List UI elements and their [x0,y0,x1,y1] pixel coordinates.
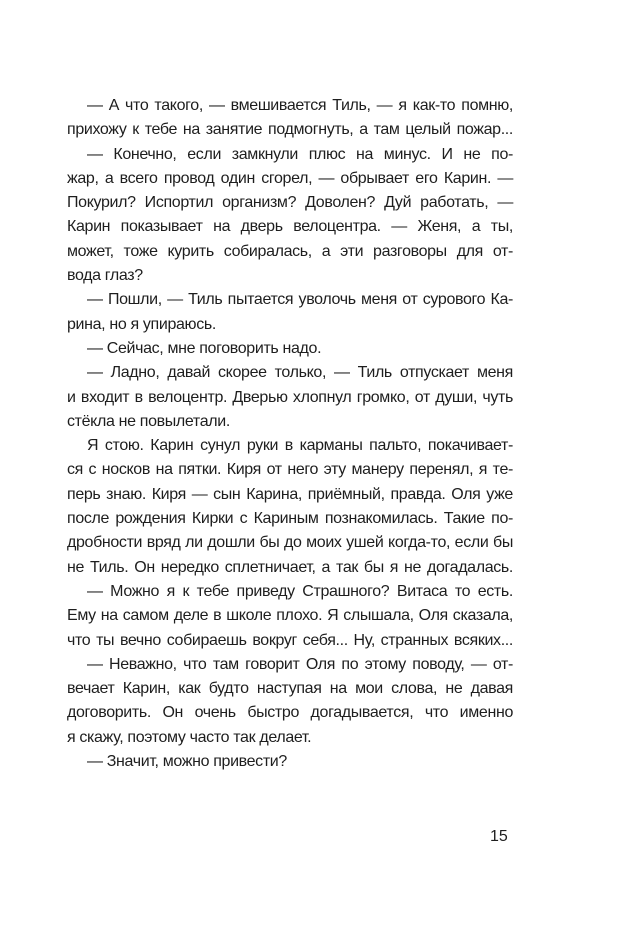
text-line: Карин показывает на дверь велоцентра. — Женя, а ты, [67,218,513,236]
text-line: — Пошли, — Тиль пытается уволочь меня от сурового Ка- [87,291,513,309]
text-line: — А что такого, — вмешивается Тиль, — я как-то помню, [87,97,513,114]
text-line: может, тоже курить собиралась, а эти разговоры для от- [67,242,513,260]
text-line: ся с носков на пятки. Киря от него эту манеру перенял, я те- [67,461,513,479]
text-line: перь знаю. Киря — сын Карина, приёмный, правда. Оля уже [67,485,513,503]
text-line: стёкла не повылетали. [67,412,230,430]
text-line: рина, но я упираюсь. [67,315,216,333]
text-line: после рождения Кирки с Кариным познакомилась. Такие по- [67,510,513,528]
book-page-body [67,94,513,774]
text-line: и входит в велоцентр. Дверью хлопнул громко, от души, чуть [67,388,513,406]
text-line: — Неважно, что там говорит Оля по этому поводу, — от- [87,655,513,673]
text-line: жар, а всего провод один сгорел, — обрывает его Карин. — [67,169,513,187]
text-line: Покурил? Испортил организм? Доволен? Дуй работать, — [67,194,513,212]
text-line: вода глаз? [67,267,143,285]
text-line: я скажу, поэтому часто так делает. [67,728,312,746]
text-line: договорить. Он очень быстро догадывается, что именно [67,704,513,722]
page-number: 15 [490,828,508,845]
text-line: Я стою. Карин сунул руки в карманы пальто, покачивает- [87,437,513,455]
text-line: вечает Карин, как будто наступая на мои слова, не давая [67,680,513,698]
text-line: Ему на самом деле в школе плохо. Я слышала, Оля сказала, [67,607,513,625]
text-line: — Конечно, если замкнули плюс на минус. И не по- [87,145,513,163]
text-line: — Сейчас, мне поговорить надо. [87,339,322,357]
text-line: не Тиль. Он нередко сплетничает, а так бы я не догадалась. [67,558,513,576]
text-line: прихожу к тебе на занятие подмогнуть, а там целый пожар... [67,121,513,139]
text-line: — Ладно, давай скорее только, — Тиль отпускает меня [87,364,513,382]
text-line: что ты вечно собираешь вокруг себя... Ну, странных всяких... [67,631,513,649]
text-line: — Можно я к тебе приведу Страшного? Витаса то есть. [87,582,513,600]
text-line: дробности вряд ли дошли бы до моих ушей когда-то, если бы [67,534,513,552]
text-line: — Значит, можно привести? [87,753,287,771]
